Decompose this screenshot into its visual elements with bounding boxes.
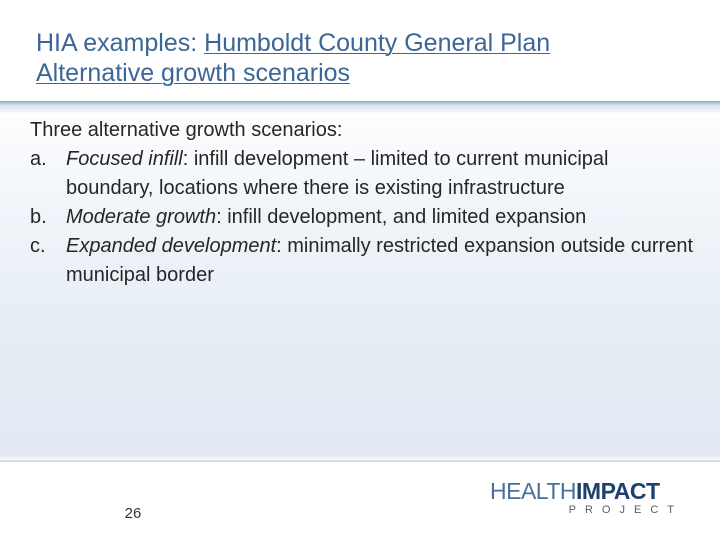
list-marker: b. [30,206,47,228]
list-marker: c. [30,235,46,257]
list-item [30,145,700,203]
title-line-2: Alternative growth scenarios [36,59,351,87]
item-label: Moderate growth [66,206,217,228]
logo-impact-text: IMPACT [576,478,660,504]
page-number: 26 [124,505,142,522]
health-impact-project-logo [490,480,685,520]
slide-title [36,28,696,88]
item-text: : infill development – limited to current municipal boundary, locations where there is existing infrastructure [66,148,609,199]
title-divider [0,101,720,106]
item-label: Focused infill [66,148,183,170]
list-marker: a. [30,148,47,170]
title-line-1: Humboldt County General Plan [204,29,551,57]
footer-divider [0,460,720,462]
logo-wordmark [490,480,660,502]
list-item [30,203,700,232]
body-intro: Three alternative growth scenarios: [30,119,343,141]
item-text: : infill development, and limited expansion [216,206,587,228]
logo-project-text: PROJECT [568,504,683,516]
item-label: Expanded development [66,235,277,257]
item-text: : minimally restricted expansion outside current municipal border [66,235,694,286]
list-item [30,232,700,290]
slide-body [30,116,700,290]
logo-health-text: HEALTH [490,478,577,504]
title-prefix: HIA examples: [36,29,205,57]
